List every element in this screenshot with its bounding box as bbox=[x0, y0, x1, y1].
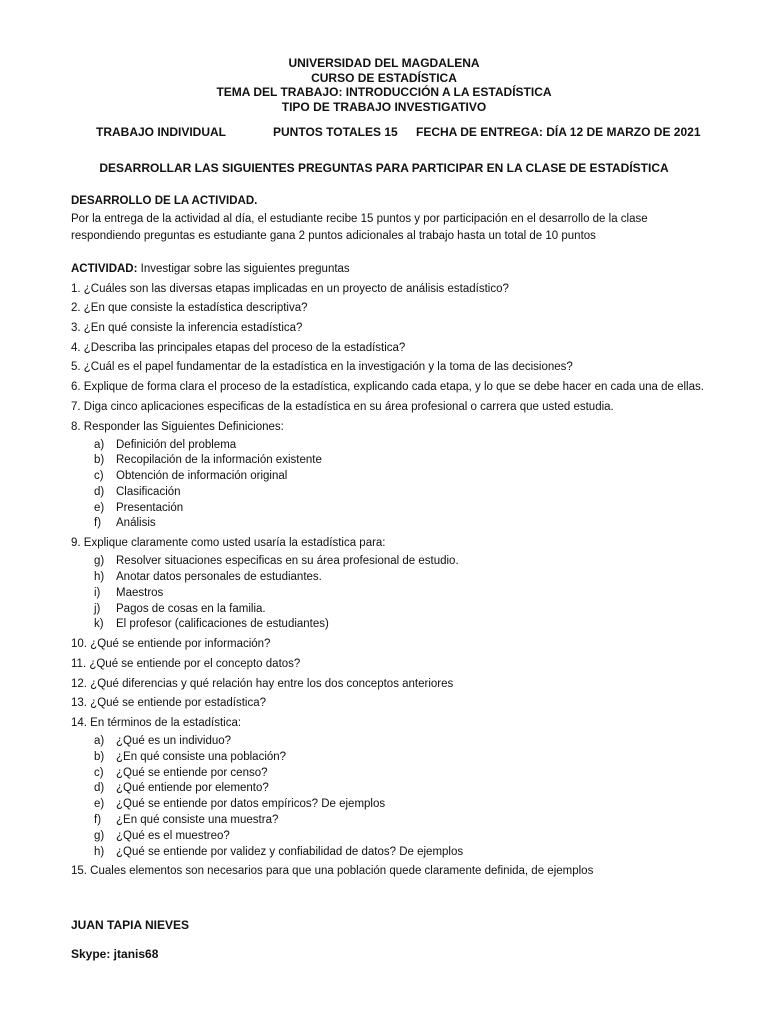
question-5: 5. ¿Cuál es el papel fundamentar de la estadística en la investigación y la toma de las decisiones? bbox=[71, 361, 573, 374]
item-letter: j) bbox=[94, 602, 101, 615]
item-text: ¿Qué entiende por elemento? bbox=[116, 782, 269, 795]
item-letter: f) bbox=[94, 517, 102, 530]
list-item bbox=[71, 501, 721, 517]
development-body-line-2: respondiendo preguntas es estudiante gana 2 puntos adicionales al trabajo hasta un total de 10 puntos bbox=[71, 229, 596, 242]
question-14-items bbox=[71, 734, 721, 860]
item-text: ¿Qué se entiende por censo? bbox=[116, 766, 268, 779]
list-item bbox=[71, 485, 721, 501]
university-name: UNIVERSIDAD DEL MAGDALENA bbox=[288, 56, 480, 70]
question-12: 12. ¿Qué diferencias y qué relación hay entre los dos conceptos anteriores bbox=[71, 677, 454, 690]
development-section bbox=[71, 194, 711, 244]
item-letter: c) bbox=[94, 766, 104, 779]
item-letter: d) bbox=[94, 485, 105, 498]
item-letter: i) bbox=[94, 586, 101, 599]
course-name: CURSO DE ESTADÍSTICA bbox=[311, 70, 457, 85]
question-9-items bbox=[71, 554, 721, 633]
question-2: 2. ¿En que consiste la estadística descriptiva? bbox=[71, 302, 308, 315]
item-letter: a) bbox=[94, 438, 105, 451]
question-10: 10. ¿Qué se entiende por información? bbox=[71, 638, 271, 651]
item-text: Definición del problema bbox=[116, 438, 237, 451]
item-letter: c) bbox=[94, 470, 104, 483]
item-text: ¿En qué consiste una muestra? bbox=[116, 814, 279, 826]
list-item bbox=[71, 438, 721, 454]
question-6: 6. Explique de forma clara el proceso de la estadística, explicando cada etapa, y lo que se debe hacer en cada una de ellas. bbox=[71, 381, 704, 394]
item-letter: h) bbox=[94, 845, 105, 858]
list-item bbox=[71, 554, 721, 570]
item-letter: b) bbox=[94, 454, 105, 467]
list-item bbox=[71, 602, 721, 618]
item-letter: g) bbox=[94, 829, 105, 842]
list-item bbox=[71, 469, 721, 485]
item-letter: e) bbox=[94, 501, 105, 514]
item-text: Presentación bbox=[116, 501, 184, 514]
list-item bbox=[71, 586, 721, 602]
item-letter: k) bbox=[94, 618, 104, 631]
item-text: Obtención de información original bbox=[116, 470, 288, 483]
question-list bbox=[71, 262, 721, 884]
item-letter: h) bbox=[94, 571, 105, 584]
item-letter: b) bbox=[94, 750, 105, 763]
due-date: FECHA DE ENTREGA: DÍA 12 DE MARZO DE 2021 bbox=[416, 125, 701, 139]
document-header bbox=[0, 56, 768, 114]
item-letter: a) bbox=[94, 735, 105, 748]
author-name: JUAN TAPIA NIEVES bbox=[71, 918, 190, 932]
total-points: PUNTOS TOTALES 15 bbox=[273, 125, 398, 139]
item-text: Resolver situaciones especificas en su área profesional de estudio. bbox=[116, 555, 459, 568]
question-9: 9. Explique claramente como usted usaría la estadística para: bbox=[71, 537, 386, 550]
question-14: 14. En términos de la estadística: bbox=[71, 717, 242, 730]
list-item bbox=[71, 829, 721, 845]
list-item bbox=[71, 781, 721, 797]
activity-line bbox=[71, 262, 721, 282]
work-topic: TEMA DEL TRABAJO: INTRODUCCIÓN A LA ESTADÍSTICA bbox=[216, 85, 552, 99]
work-kind: TIPO DE TRABAJO INVESTIGATIVO bbox=[281, 99, 487, 114]
list-item bbox=[71, 845, 721, 861]
question-13: 13. ¿Qué se entiende por estadística? bbox=[71, 697, 266, 710]
question-8-items bbox=[71, 438, 721, 533]
item-text: Recopilación de la información existente bbox=[116, 454, 322, 467]
question-1: 1. ¿Cuáles son las diversas etapas implicadas en un proyecto de análisis estadístico? bbox=[71, 282, 509, 295]
item-text: ¿Qué se entiende por datos empíricos? De ejemplos bbox=[116, 798, 386, 811]
item-text: ¿Qué es el muestreo? bbox=[116, 829, 230, 842]
item-letter: d) bbox=[94, 782, 105, 795]
item-text: ¿Qué es un individuo? bbox=[116, 735, 232, 748]
question-3: 3. ¿En qué consiste la inferencia estadística? bbox=[71, 322, 303, 335]
list-item bbox=[71, 570, 721, 586]
activity-text: Investigar sobre las siguientes preguntas bbox=[137, 263, 350, 275]
development-body-line-1: Por la entrega de la actividad al día, el estudiante recibe 15 puntos y por participación en el desarrollo de la clase bbox=[71, 212, 648, 225]
list-item bbox=[71, 766, 721, 782]
list-item bbox=[71, 453, 721, 469]
item-text: El profesor (calificaciones de estudiantes) bbox=[116, 618, 329, 631]
question-11: 11. ¿Qué se entiende por el concepto datos? bbox=[71, 657, 301, 670]
item-text: Anotar datos personales de estudiantes. bbox=[116, 571, 322, 584]
item-text: Pagos de cosas en la familia. bbox=[116, 602, 266, 615]
item-text: ¿En qué consiste una población? bbox=[116, 750, 287, 763]
development-heading: DESARROLLO DE LA ACTIVIDAD. bbox=[71, 195, 258, 207]
question-15: 15. Cuales elementos son necesarios para que una población quede claramente definida, de ejemplos bbox=[71, 865, 594, 878]
list-item bbox=[71, 516, 721, 532]
item-text: ¿Qué se entiende por validez y confiabilidad de datos? De ejemplos bbox=[116, 845, 464, 858]
item-text: Maestros bbox=[116, 586, 164, 599]
list-item bbox=[71, 797, 721, 813]
item-letter: e) bbox=[94, 798, 105, 811]
question-4: 4. ¿Describa las principales etapas del proceso de la estadística? bbox=[71, 341, 406, 354]
question-8: 8. Responder las Siguientes Definiciones: bbox=[71, 420, 284, 433]
item-letter: f) bbox=[94, 814, 102, 826]
item-text: Análisis bbox=[116, 517, 156, 530]
item-letter: g) bbox=[94, 555, 105, 568]
instruction-title: DESARROLLAR LAS SIGUIENTES PREGUNTAS PARA PARTICIPAR EN LA CLASE DE ESTADÍSTICA bbox=[99, 161, 669, 175]
item-text: Clasificación bbox=[116, 485, 181, 498]
activity-label: ACTIVIDAD: bbox=[71, 263, 138, 275]
list-item bbox=[71, 734, 721, 750]
list-item bbox=[71, 617, 721, 633]
list-item bbox=[71, 750, 721, 766]
list-item bbox=[71, 813, 721, 829]
author-skype: Skype: jtanis68 bbox=[71, 947, 159, 961]
question-7: 7. Diga cinco aplicaciones especificas de la estadística en su área profesional o carrera que usted estudia. bbox=[71, 400, 614, 413]
work-type: TRABAJO INDIVIDUAL bbox=[96, 125, 227, 139]
